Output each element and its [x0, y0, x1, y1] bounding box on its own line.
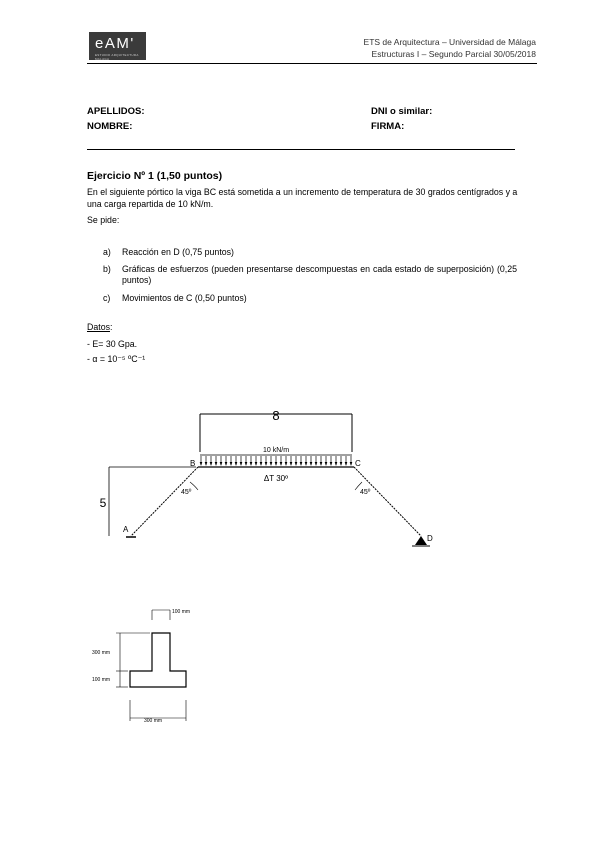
temperature-label: ΔT 30º [263, 474, 289, 483]
datos-colon: : [109, 322, 113, 332]
load-arrowhead [240, 462, 243, 466]
logo-text: eAM' [95, 35, 135, 52]
load-arrowhead [260, 462, 263, 466]
dato-alpha: - α = 10⁻⁵ ºC⁻¹ [87, 354, 146, 364]
dim-flange-label: 100 mm [92, 677, 111, 683]
logo-subtitle: ESTUDIO ARQUITECTURA MALAGA [95, 53, 139, 61]
item-marker: b) [103, 264, 111, 274]
item-marker: a) [103, 247, 111, 257]
load-arrowhead [215, 462, 218, 466]
item-text: Movimientos de C (0,50 puntos) [122, 293, 247, 303]
item-text: Gráficas de esfuerzos (pueden presentarse descompuestas en cada estado de superposición) (0,25 puntos) [122, 264, 517, 285]
header-line-1: ETS de Arquitectura – Universidad de Málaga [363, 37, 536, 47]
apellidos-label: APELLIDOS: [87, 106, 145, 117]
load-arrowhead [300, 462, 303, 466]
node-d-label: D [427, 534, 433, 543]
member-cd [354, 467, 421, 536]
load-arrowhead [275, 462, 278, 466]
load-arrowhead [230, 462, 233, 466]
load-arrowhead [305, 462, 308, 466]
load-arrowhead [345, 462, 348, 466]
node-c-label: C [355, 459, 361, 468]
item-text: Reacción en D (0,75 puntos) [122, 247, 234, 257]
load-arrowhead [220, 462, 223, 466]
load-arrowhead [320, 462, 323, 466]
load-arrowhead [255, 462, 258, 466]
exercise-statement: En el siguiente pórtico la viga BC está sometida a un incremento de temperatura de 30 grados centígrados y a una carga repartida de 10 kN/m. [87, 187, 518, 209]
distributed-load [200, 455, 353, 466]
load-arrowhead [350, 462, 353, 466]
height-label: 5 [99, 496, 107, 510]
header-line-2: Estructuras I – Segundo Parcial 30/05/2018 [371, 49, 536, 59]
dim-web-label: 300 mm [92, 650, 111, 656]
se-pide-label: Se pide: [87, 215, 120, 225]
exercise-title: Ejercicio Nº 1 (1,50 puntos) [87, 170, 223, 182]
dni-label: DNI o similar: [371, 106, 433, 117]
load-arrowhead [325, 462, 328, 466]
load-arrowhead [335, 462, 338, 466]
item-marker: c) [103, 293, 111, 303]
load-arrowhead [270, 462, 273, 466]
angle-right-label: 45º [360, 489, 371, 496]
member-ab [131, 467, 198, 536]
span-label: 8 [272, 408, 280, 423]
load-arrowhead [225, 462, 228, 466]
load-arrowhead [315, 462, 318, 466]
node-a-label: A [123, 525, 129, 534]
cross-section [116, 610, 186, 721]
load-arrowhead [210, 462, 213, 466]
load-arrowhead [310, 462, 313, 466]
load-arrowhead [330, 462, 333, 466]
load-arrowhead [340, 462, 343, 466]
firma-label: FIRMA: [371, 121, 405, 132]
load-arrowhead [295, 462, 298, 466]
datos-title: Datos [87, 322, 110, 332]
dim-bottom-label: 300 mm [144, 718, 163, 724]
load-arrowhead [250, 462, 253, 466]
load-arrowhead [280, 462, 283, 466]
load-label: 10 kN/m [262, 447, 290, 454]
load-arrowhead [265, 462, 268, 466]
load-arrowhead [285, 462, 288, 466]
load-arrowhead [200, 462, 203, 466]
nombre-label: NOMBRE: [87, 121, 133, 132]
load-arrowhead [245, 462, 248, 466]
load-arrowhead [235, 462, 238, 466]
node-b-label: B [190, 459, 196, 468]
angle-left-label: 45º [181, 489, 192, 496]
dato-e: - E= 30 Gpa. [87, 339, 138, 349]
load-arrowhead [290, 462, 293, 466]
load-arrowhead [205, 462, 208, 466]
dim-top-label: 100 mm [172, 609, 191, 615]
